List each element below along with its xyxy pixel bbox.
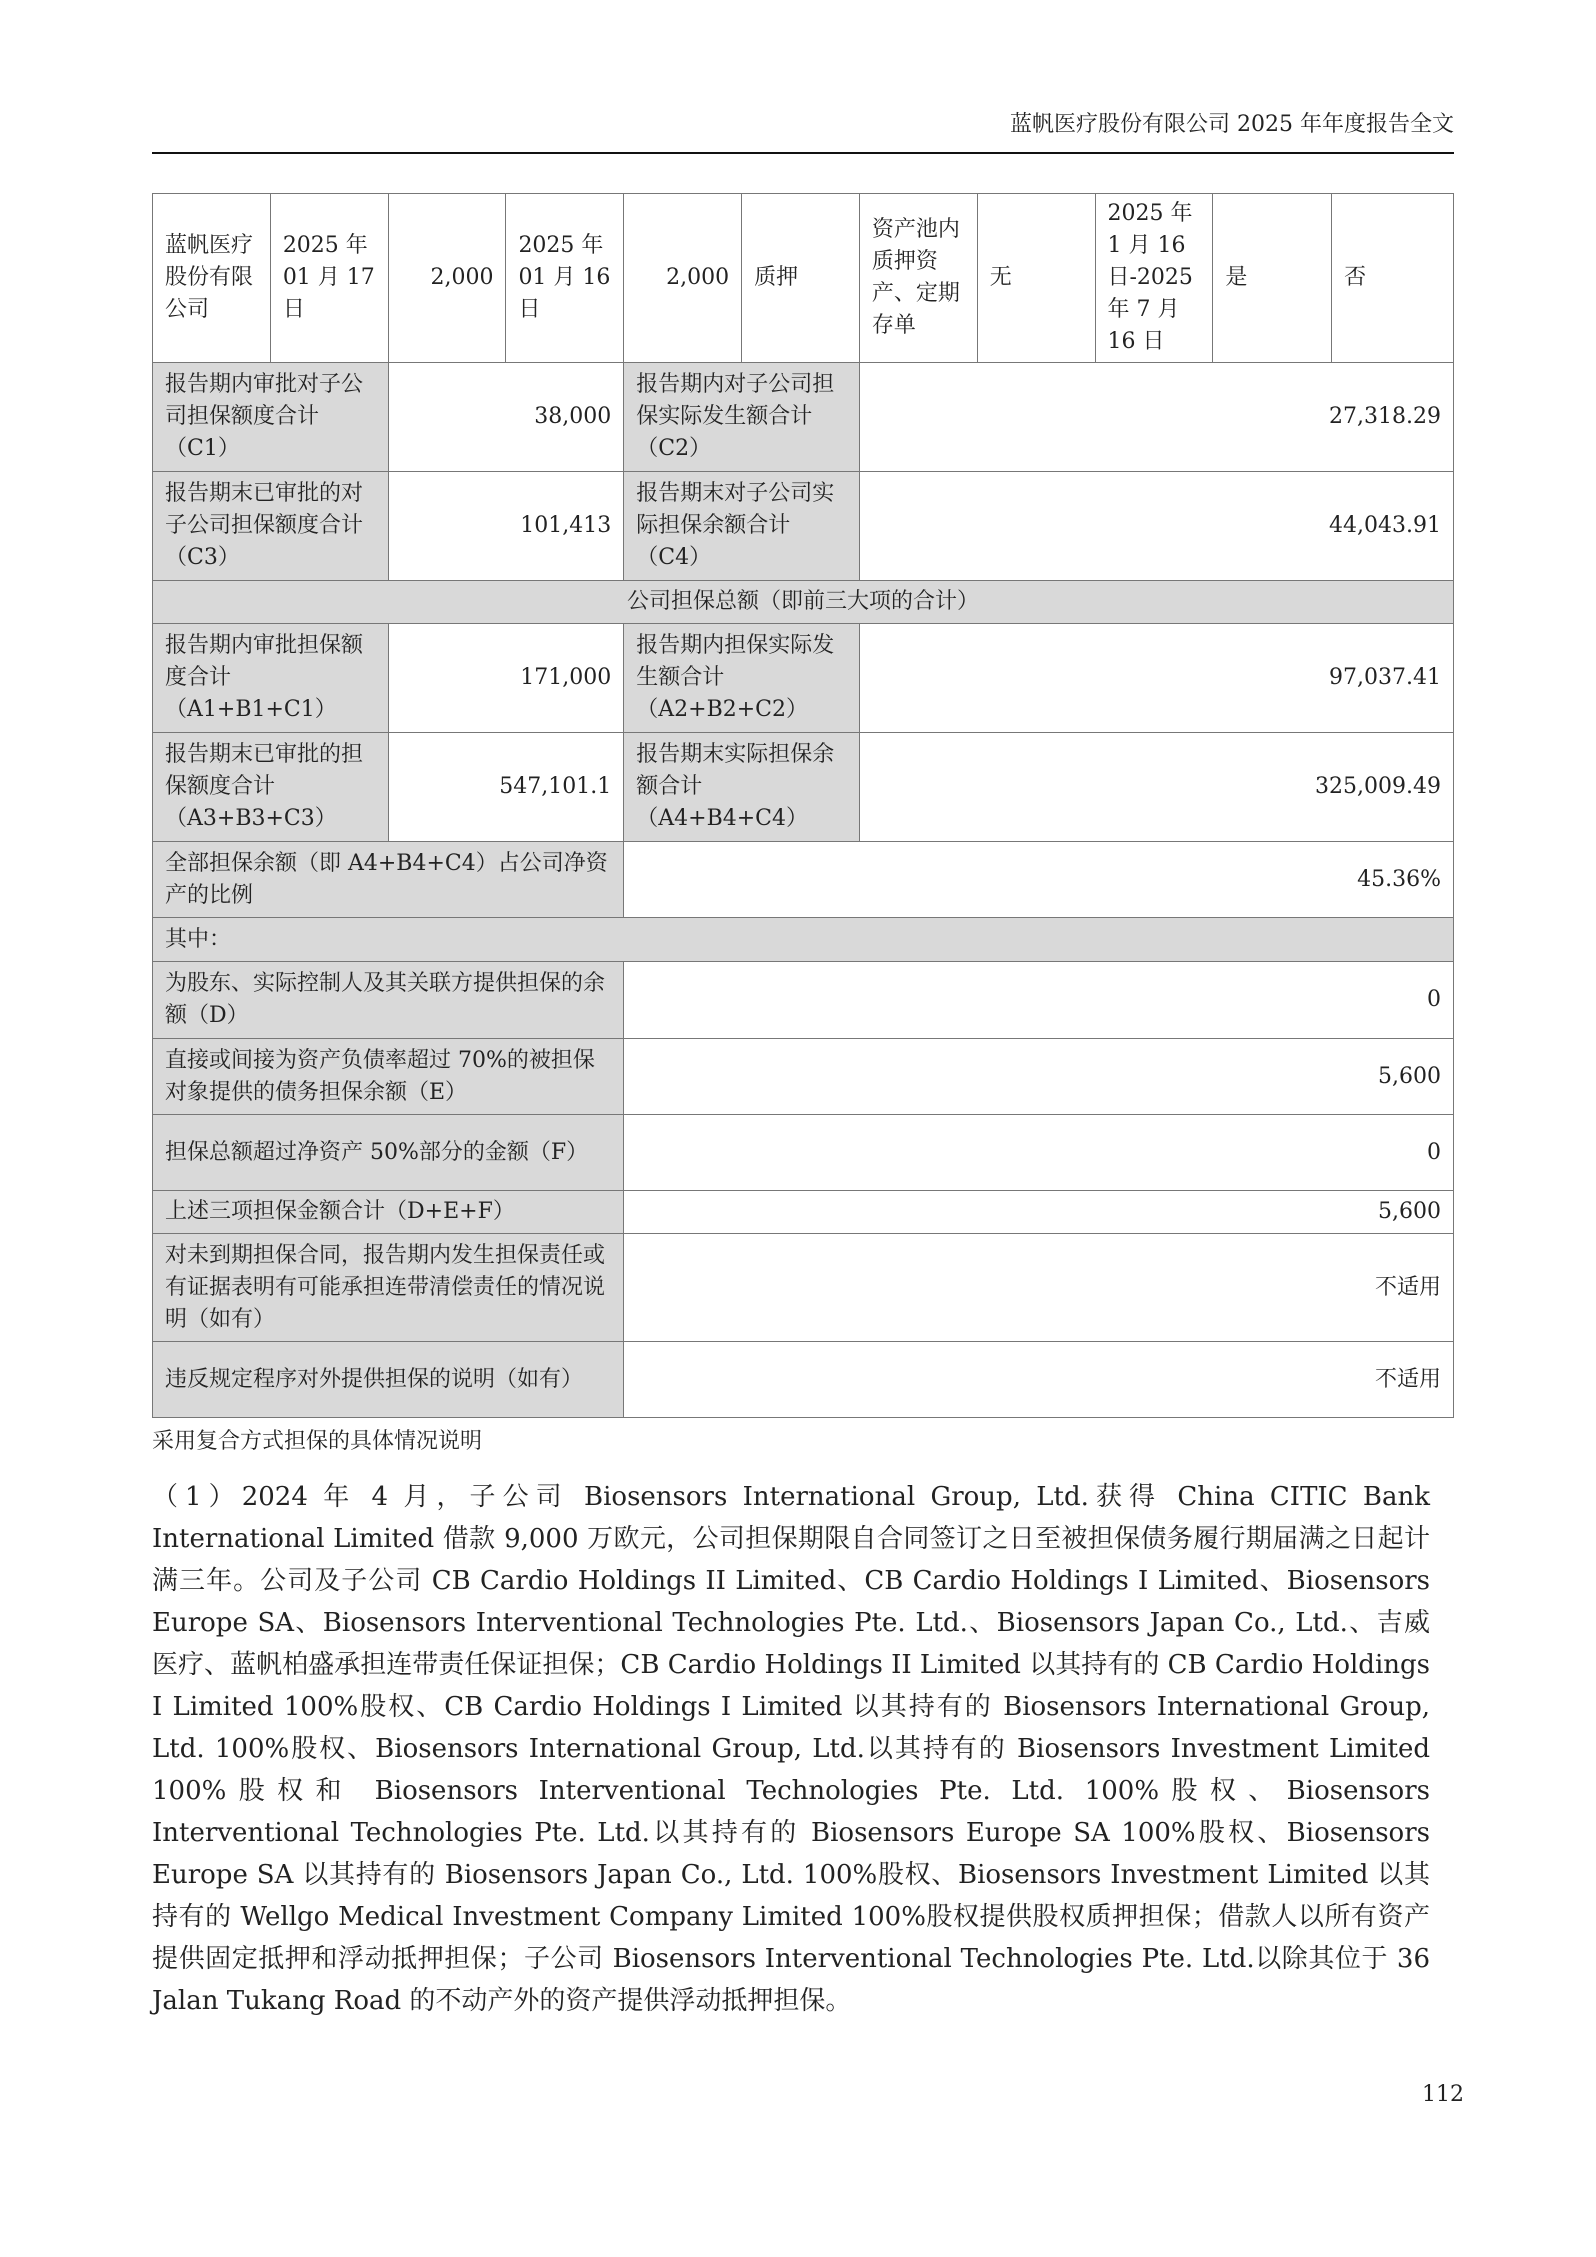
counter-guarantee-cell: 无 (977, 194, 1095, 363)
row-label: 报告期末实际担保余额合计（A4+B4+C4） (624, 733, 860, 842)
row-value: 325,009.49 (859, 733, 1453, 842)
row-value: 38,000 (388, 363, 624, 472)
row-value: 5,600 (624, 1039, 1454, 1115)
actual-amount-cell: 2,000 (624, 194, 742, 363)
row-label: 全部担保余额（即 A4+B4+C4）占公司净资产的比例 (153, 842, 624, 918)
guarantee-type-cell: 质押 (742, 194, 860, 363)
row-value: 不适用 (624, 1234, 1454, 1342)
period-cell: 2025 年 1 月 16 日-2025 年 7 月 16 日 (1095, 194, 1213, 363)
related-party-cell: 否 (1332, 194, 1454, 363)
table-row (153, 1115, 1454, 1191)
row-value: 0 (624, 962, 1454, 1039)
table-row (153, 918, 1454, 962)
row-value: 27,318.29 (859, 363, 1453, 472)
actual-date-cell: 2025 年 01 月 16 日 (506, 194, 624, 363)
among-label: 其中： (153, 918, 1454, 962)
disclosure-date-cell: 2025 年 01 月 17 日 (270, 194, 388, 363)
company-cell: 蓝帆医疗股份有限公司 (153, 194, 271, 363)
page-number: 112 (1422, 2082, 1464, 2107)
table-row (153, 1234, 1454, 1342)
row-value: 97,037.41 (859, 624, 1453, 733)
page-header: 蓝帆医疗股份有限公司 2025 年年度报告全文 (1010, 112, 1454, 137)
row-value: 不适用 (624, 1342, 1454, 1418)
table-row (153, 1191, 1454, 1234)
row-value: 0 (624, 1115, 1454, 1191)
row-label: 报告期内对子公司担保实际发生额合计（C2） (624, 363, 860, 472)
row-label: 直接或间接为资产负债率超过 70%的被担保对象提供的债务担保余额（E） (153, 1039, 624, 1115)
row-label: 报告期内审批对子公司担保额度合计（C1） (153, 363, 389, 472)
table-row (153, 194, 1454, 363)
row-value: 547,101.1 (388, 733, 624, 842)
table-row (153, 962, 1454, 1039)
table-row (153, 472, 1454, 581)
section-caption: 采用复合方式担保的具体情况说明 (152, 1429, 483, 1454)
row-label: 对未到期担保合同，报告期内发生担保责任或有证据表明有可能承担连带清偿责任的情况说明（如有） (153, 1234, 624, 1342)
table-row (153, 624, 1454, 733)
row-label: 报告期内担保实际发生额合计（A2+B2+C2） (624, 624, 860, 733)
row-label: 报告期末已审批的担保额度合计（A3+B3+C3） (153, 733, 389, 842)
guarantee-table (152, 193, 1454, 1418)
table-row (153, 363, 1454, 472)
row-value: 101,413 (388, 472, 624, 581)
table-row (153, 1342, 1454, 1418)
section-title: 公司担保总额（即前三大项的合计） (153, 581, 1454, 624)
row-label: 报告期内审批担保额度合计（A1+B1+C1） (153, 624, 389, 733)
row-value: 171,000 (388, 624, 624, 733)
table-row (153, 733, 1454, 842)
table-row (153, 1039, 1454, 1115)
row-label: 违反规定程序对外提供担保的说明（如有） (153, 1342, 624, 1418)
guarantee-amount-cell: 2,000 (388, 194, 506, 363)
collateral-cell: 资产池内质押资产、定期存单 (859, 194, 977, 363)
table-row (153, 581, 1454, 624)
row-label: 为股东、实际控制人及其关联方提供担保的余额（D） (153, 962, 624, 1039)
row-label: 报告期末对子公司实际担保余额合计（C4） (624, 472, 860, 581)
row-value: 44,043.91 (859, 472, 1453, 581)
body-paragraph: （1）2024 年 4 月，子公司 Biosensors International Group, Ltd.获得 China CITIC Bank International Limited 借款 9,000 万欧元，公司担保期限自合同签订之日至被担保债务履行期届满之日起计满三年。公司及子公司 CB Cardio Holdings II Limited、CB Cardio Holdings I Limited、Biosensors Europe SA、Biosensors Interventional Technologies Pte. Ltd.、Biosensors Japan Co., Ltd.、吉威医疗、蓝帆柏盛承担连带责任保证担保；CB Cardio Holdings II Limited 以其持有的 CB Cardio Holdings I Limited 100%股权、CB Cardio Holdings I Limited 以其持有的 Biosensors International Group, Ltd. 100%股权、Biosensors International Group, Ltd.以其持有的 Biosensors Investment Limited 100%股权和 Biosensors Interventional Technologies Pte. Ltd. 100%股权、Biosensors Interventional Technologies Pte. Ltd.以其持有的 Biosensors Europe SA 100%股权、Biosensors Europe SA 以其持有的 Biosensors Japan Co., Ltd. 100%股权、Biosensors Investment Limited 以其持有的 Wellgo Medical Investment Company Limited 100%股权提供股权质押担保；借款人以所有资产提供固定抵押和浮动抵押担保；子公司 Biosensors Interventional Technologies Pte. Ltd.以除其位于 36 Jalan Tukang Road 的不动产外的资产提供浮动抵押担保。 (152, 1482, 1430, 2016)
row-label: 报告期末已审批的对子公司担保额度合计（C3） (153, 472, 389, 581)
header-rule (152, 152, 1454, 154)
row-label: 上述三项担保金额合计（D+E+F） (153, 1191, 624, 1234)
fulfilled-cell: 是 (1213, 194, 1332, 363)
row-value: 5,600 (624, 1191, 1454, 1234)
table-row (153, 842, 1454, 918)
row-label: 担保总额超过净资产 50%部分的金额（F） (153, 1115, 624, 1191)
row-value: 45.36% (624, 842, 1454, 918)
